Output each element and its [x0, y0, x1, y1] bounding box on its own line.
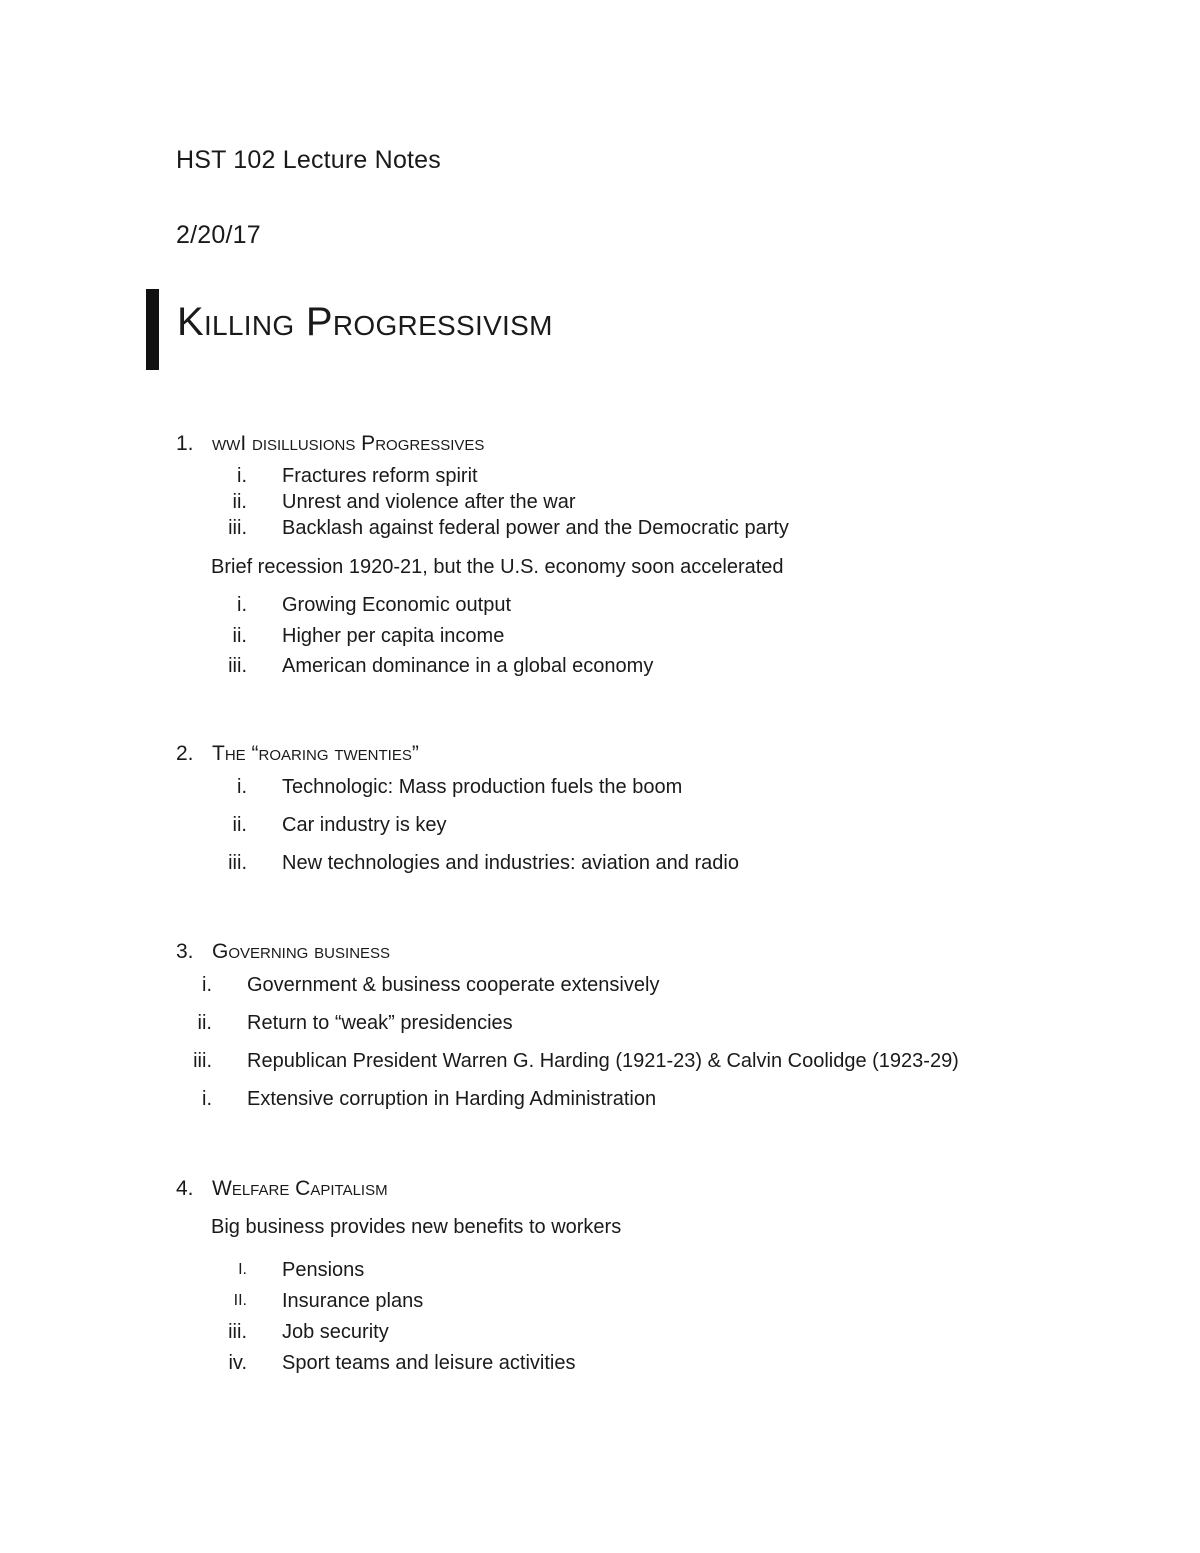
section-number: 1.	[176, 432, 194, 455]
list-item-text: Job security	[282, 1321, 389, 1343]
list-marker: ii.	[232, 625, 247, 647]
section-number: 3.	[176, 940, 194, 963]
list-item-text: Republican President Warren G. Harding (1921-23) & Calvin Coolidge (1923-29)	[247, 1050, 959, 1072]
list-marker: iii.	[228, 1321, 247, 1343]
list-item-text: Car industry is key	[282, 814, 447, 836]
section-heading-text: Welfare Capitalism	[212, 1177, 388, 1200]
section-number: 2.	[176, 742, 194, 765]
list-marker: II.	[233, 1292, 247, 1309]
list-marker: i.	[202, 974, 212, 996]
list-marker: iv.	[228, 1352, 247, 1374]
list-item-text: Backlash against federal power and the Democratic party	[282, 517, 789, 539]
section-heading-text: Governing business	[212, 940, 391, 963]
list-item-text: Growing Economic output	[282, 594, 512, 616]
title-accent-bar	[146, 289, 159, 370]
list-marker: iii.	[228, 517, 247, 539]
section-note: Big business provides new benefits to workers	[211, 1216, 622, 1238]
list-item-text: Unrest and violence after the war	[282, 491, 576, 513]
section-4-heading	[176, 1177, 388, 1201]
section-1-heading	[176, 432, 484, 456]
course-title: HST 102 Lecture Notes	[176, 146, 441, 174]
section-number: 4.	[176, 1177, 194, 1200]
list-marker: I.	[238, 1261, 247, 1278]
list-marker: iii.	[228, 655, 247, 677]
list-item-text: Government & business cooperate extensively	[247, 974, 660, 996]
list-item-text: Return to “weak” presidencies	[247, 1012, 513, 1034]
section-2-heading	[176, 742, 419, 766]
section-heading-text: wwI disillusions Progressives	[212, 432, 485, 455]
list-marker: i.	[237, 776, 247, 798]
list-item-text: Insurance plans	[282, 1290, 424, 1312]
list-marker: i.	[202, 1088, 212, 1110]
page-title: Killing Progressivism	[177, 300, 553, 344]
list-marker: i.	[237, 594, 247, 616]
list-marker: ii.	[197, 1012, 212, 1034]
list-item-text: New technologies and industries: aviation and radio	[282, 852, 739, 874]
list-marker: iii.	[228, 852, 247, 874]
lecture-date: 2/20/17	[176, 221, 261, 249]
section-note: Brief recession 1920-21, but the U.S. economy soon accelerated	[211, 556, 784, 578]
list-item-text: Technologic: Mass production fuels the boom	[282, 776, 683, 798]
section-heading-text: The “roaring twenties”	[212, 742, 419, 765]
list-marker: ii.	[232, 491, 247, 513]
list-item-text: Pensions	[282, 1259, 365, 1281]
list-item-text: Higher per capita income	[282, 625, 505, 647]
section-3-heading	[176, 940, 390, 964]
list-item-text: American dominance in a global economy	[282, 655, 654, 677]
list-marker: i.	[237, 465, 247, 487]
list-item-text: Extensive corruption in Harding Administration	[247, 1088, 657, 1110]
list-item-text: Sport teams and leisure activities	[282, 1352, 576, 1374]
list-marker: ii.	[232, 814, 247, 836]
list-marker: iii.	[193, 1050, 212, 1072]
list-item-text: Fractures reform spirit	[282, 465, 478, 487]
